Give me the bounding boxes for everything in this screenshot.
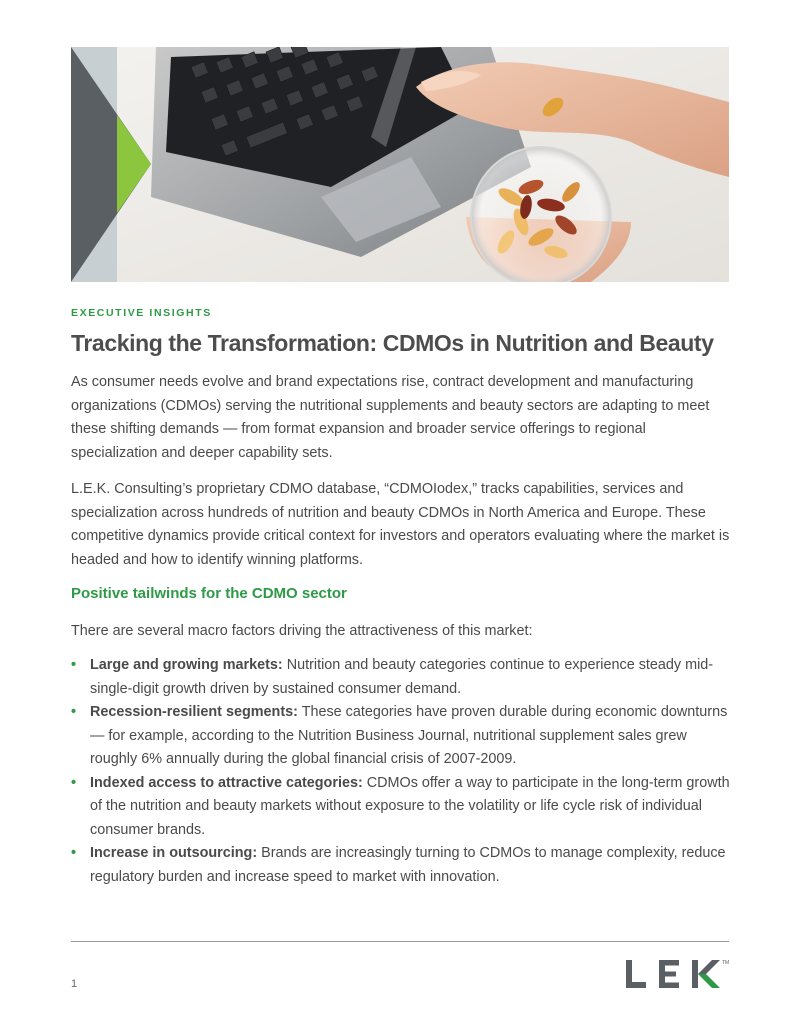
section-heading: Positive tailwinds for the CDMO sector bbox=[71, 585, 347, 602]
svg-text:TM: TM bbox=[722, 960, 730, 966]
bullet-dot-icon: • bbox=[71, 845, 77, 861]
list-item bbox=[71, 654, 733, 701]
list-item-text: Brands are increasingly turning to CDMOs to manage complexity, reduce regulatory burden and increase speed to market with innovation. bbox=[90, 845, 726, 885]
hero-image bbox=[71, 47, 729, 282]
list-item-text: Nutrition and beauty categories continue to experience steady mid-single-digit growth driven by sustained consumer demand. bbox=[90, 657, 714, 697]
list-item bbox=[71, 701, 733, 772]
page-number: 1 bbox=[71, 978, 78, 990]
bullet-dot-icon: • bbox=[71, 657, 77, 673]
bullets-intro: There are several macro factors driving the attractiveness of this market: bbox=[71, 623, 533, 639]
hero-illustration bbox=[71, 47, 729, 282]
list-item-lead: Recession-resilient segments: bbox=[90, 704, 298, 720]
list-item-text: CDMOs offer a way to participate in the long-term growth of the nutrition and beauty markets without exposure to the volatility or life cycle risk of individual consumer brands. bbox=[90, 774, 730, 838]
tailwinds-list bbox=[71, 654, 733, 889]
eyebrow-label: EXECUTIVE INSIGHTS bbox=[71, 307, 212, 319]
bullet-dot-icon: • bbox=[71, 704, 77, 720]
list-item-text: These categories have proven durable during economic downturns — for example, according to the Nutrition Business Journal, nutritional supplement sales grew roughly 6% annually during the global financial crisis of 2007-2009. bbox=[90, 704, 728, 767]
list-item-lead: Increase in outsourcing: bbox=[90, 845, 258, 861]
list-item-lead: Large and growing markets: bbox=[90, 657, 283, 673]
list-item bbox=[71, 772, 733, 843]
page-title: Tracking the Transformation: CDMOs in Nutrition and Beauty bbox=[71, 330, 714, 356]
bullet-dot-icon: • bbox=[71, 774, 77, 791]
intro-paragraph-2: L.E.K. Consulting’s proprietary CDMO database, “CDMOIodex,” tracks capabilities, services and specialization across hundreds of nutrition and beauty CDMOs in North America and Europe. These competitive dynamics provide critical context for investors and operators evaluating where the market is headed and how to identify winning platforms. bbox=[71, 481, 730, 568]
lek-logo-icon bbox=[626, 957, 730, 991]
list-item bbox=[71, 842, 733, 889]
footer-divider bbox=[71, 941, 729, 942]
intro-paragraph-1: As consumer needs evolve and brand expectations rise, contract development and manufacturing organizations (CDMOs) serving the nutritional supplements and beauty sectors are adapting to meet these shifting demands — from format expansion and broader service offerings to regional specialization and deeper capability sets. bbox=[71, 374, 710, 461]
list-item-lead: Indexed access to attractive categories: bbox=[90, 774, 363, 791]
